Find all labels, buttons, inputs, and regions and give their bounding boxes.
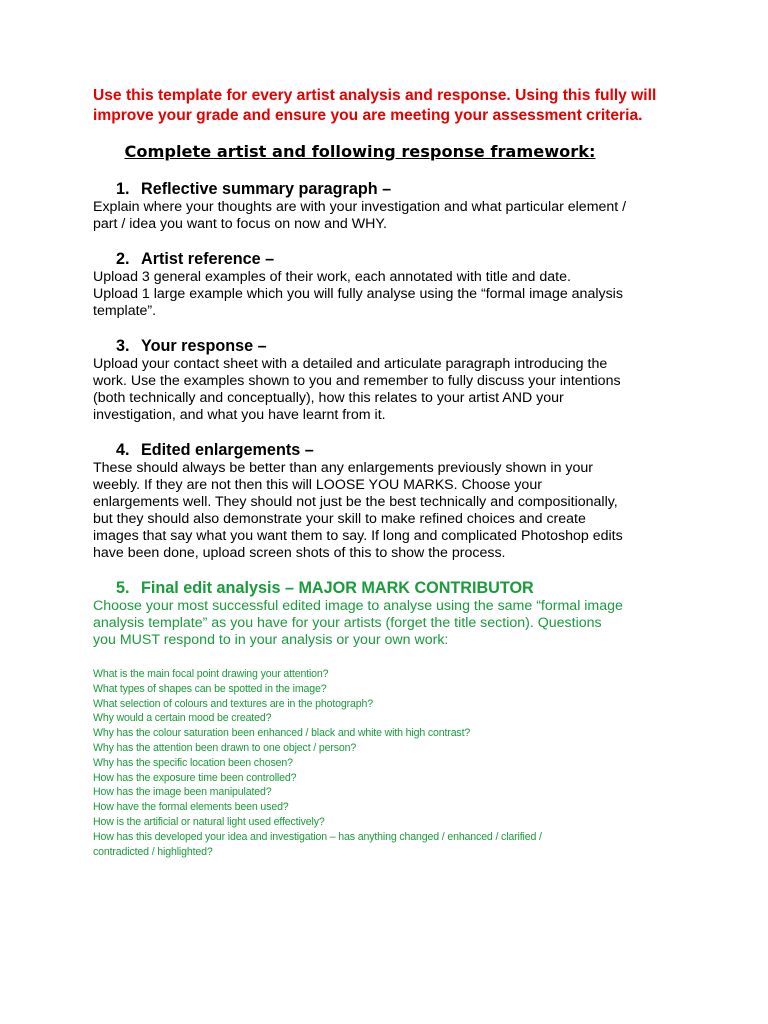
section-heading-text: Final edit analysis – MAJOR MARK CONTRIBUTOR <box>141 579 534 597</box>
section-heading-text: Artist reference – <box>141 250 275 268</box>
section-reflective-summary <box>93 179 693 233</box>
body-line: enlargements well. They should not just be the best technically and compositionally, <box>93 494 618 510</box>
question-item: How have the formal elements been used? <box>93 801 289 814</box>
question-item: Why has the attention been drawn to one object / person? <box>93 741 357 754</box>
section-number: 3. <box>116 337 130 355</box>
body-line: images that say what you want them to say. If long and complicated Photoshop edits <box>93 528 623 544</box>
body-line: weebly. If they are not then this will LOOSE YOU MARKS. Choose your <box>93 477 542 493</box>
question-item: How is the artificial or natural light used effectively? <box>93 815 325 828</box>
section-body <box>93 356 693 424</box>
body-line: template”. <box>93 303 157 319</box>
body-line: have been done, upload screen shots of this to show the process. <box>93 545 506 561</box>
body-line: Choose your most successful edited image to analyse using the same “formal image <box>93 598 623 614</box>
body-line: Upload 3 general examples of their work, each annotated with title and date. <box>93 269 571 285</box>
section-body <box>93 269 693 320</box>
section-heading <box>93 578 693 598</box>
body-line: Upload your contact sheet with a detailed and articulate paragraph introducing the <box>93 356 608 372</box>
body-line: Explain where your thoughts are with your investigation and what particular element / <box>93 199 627 215</box>
section-edited-enlargements <box>93 440 693 562</box>
section-final-edit-analysis <box>93 578 693 649</box>
section-heading <box>93 440 693 460</box>
question-item: How has the image been manipulated? <box>93 786 272 799</box>
section-number: 5. <box>116 579 130 597</box>
section-body <box>93 460 693 562</box>
question-item: Why has the specific location been chosen? <box>93 756 293 769</box>
document-page <box>93 86 693 859</box>
section-heading <box>93 179 693 199</box>
body-line: Upload 1 large example which you will fully analyse using the “formal image analysis <box>93 286 623 302</box>
body-line: investigation, and what you have learnt from it. <box>93 407 386 423</box>
question-item: How has the exposure time been controlled? <box>93 771 297 784</box>
question-item: Why would a certain mood be created? <box>93 712 272 725</box>
analysis-questions-list <box>93 667 693 859</box>
section-number: 1. <box>116 180 130 198</box>
body-line: work. Use the examples shown to you and remember to fully discuss your intentions <box>93 373 621 389</box>
section-heading-text: Edited enlargements – <box>141 441 314 459</box>
intro-instructions: Use this template for every artist analysis and response. Using this fully will improve your grade and ensure you are meeting your assessment criteria. <box>93 87 657 124</box>
section-your-response <box>93 336 693 424</box>
section-heading <box>93 249 693 269</box>
section-heading <box>93 336 693 356</box>
framework-title: Complete artist and following response framework: <box>124 142 596 161</box>
body-line: analysis template” as you have for your artists (forget the title section). Questions <box>93 615 602 631</box>
body-line: part / idea you want to focus on now and WHY. <box>93 216 387 232</box>
body-line: These should always be better than any enlargements previously shown in your <box>93 460 593 476</box>
body-line: but they should also demonstrate your skill to make refined choices and create <box>93 511 586 527</box>
question-item: contradicted / highlighted? <box>93 845 213 858</box>
question-item: Why has the colour saturation been enhanced / black and white with high contrast? <box>93 727 471 740</box>
section-artist-reference <box>93 249 693 320</box>
section-heading-text: Your response – <box>141 337 267 355</box>
body-line: you MUST respond to in your analysis or your own work: <box>93 632 449 648</box>
section-body <box>93 199 693 233</box>
section-heading-text: Reflective summary paragraph – <box>141 180 392 198</box>
question-item: What types of shapes can be spotted in the image? <box>93 682 327 695</box>
question-item: How has this developed your idea and investigation – has anything changed / enhanced / clarified / <box>93 830 542 843</box>
section-number: 4. <box>116 441 130 459</box>
question-item: What is the main focal point drawing your attention? <box>93 668 329 680</box>
body-line: (both technically and conceptually), how this relates to your artist AND your <box>93 390 564 406</box>
question-item: What selection of colours and textures are in the photograph? <box>93 697 374 710</box>
section-number: 2. <box>116 250 130 268</box>
section-body <box>93 598 693 649</box>
